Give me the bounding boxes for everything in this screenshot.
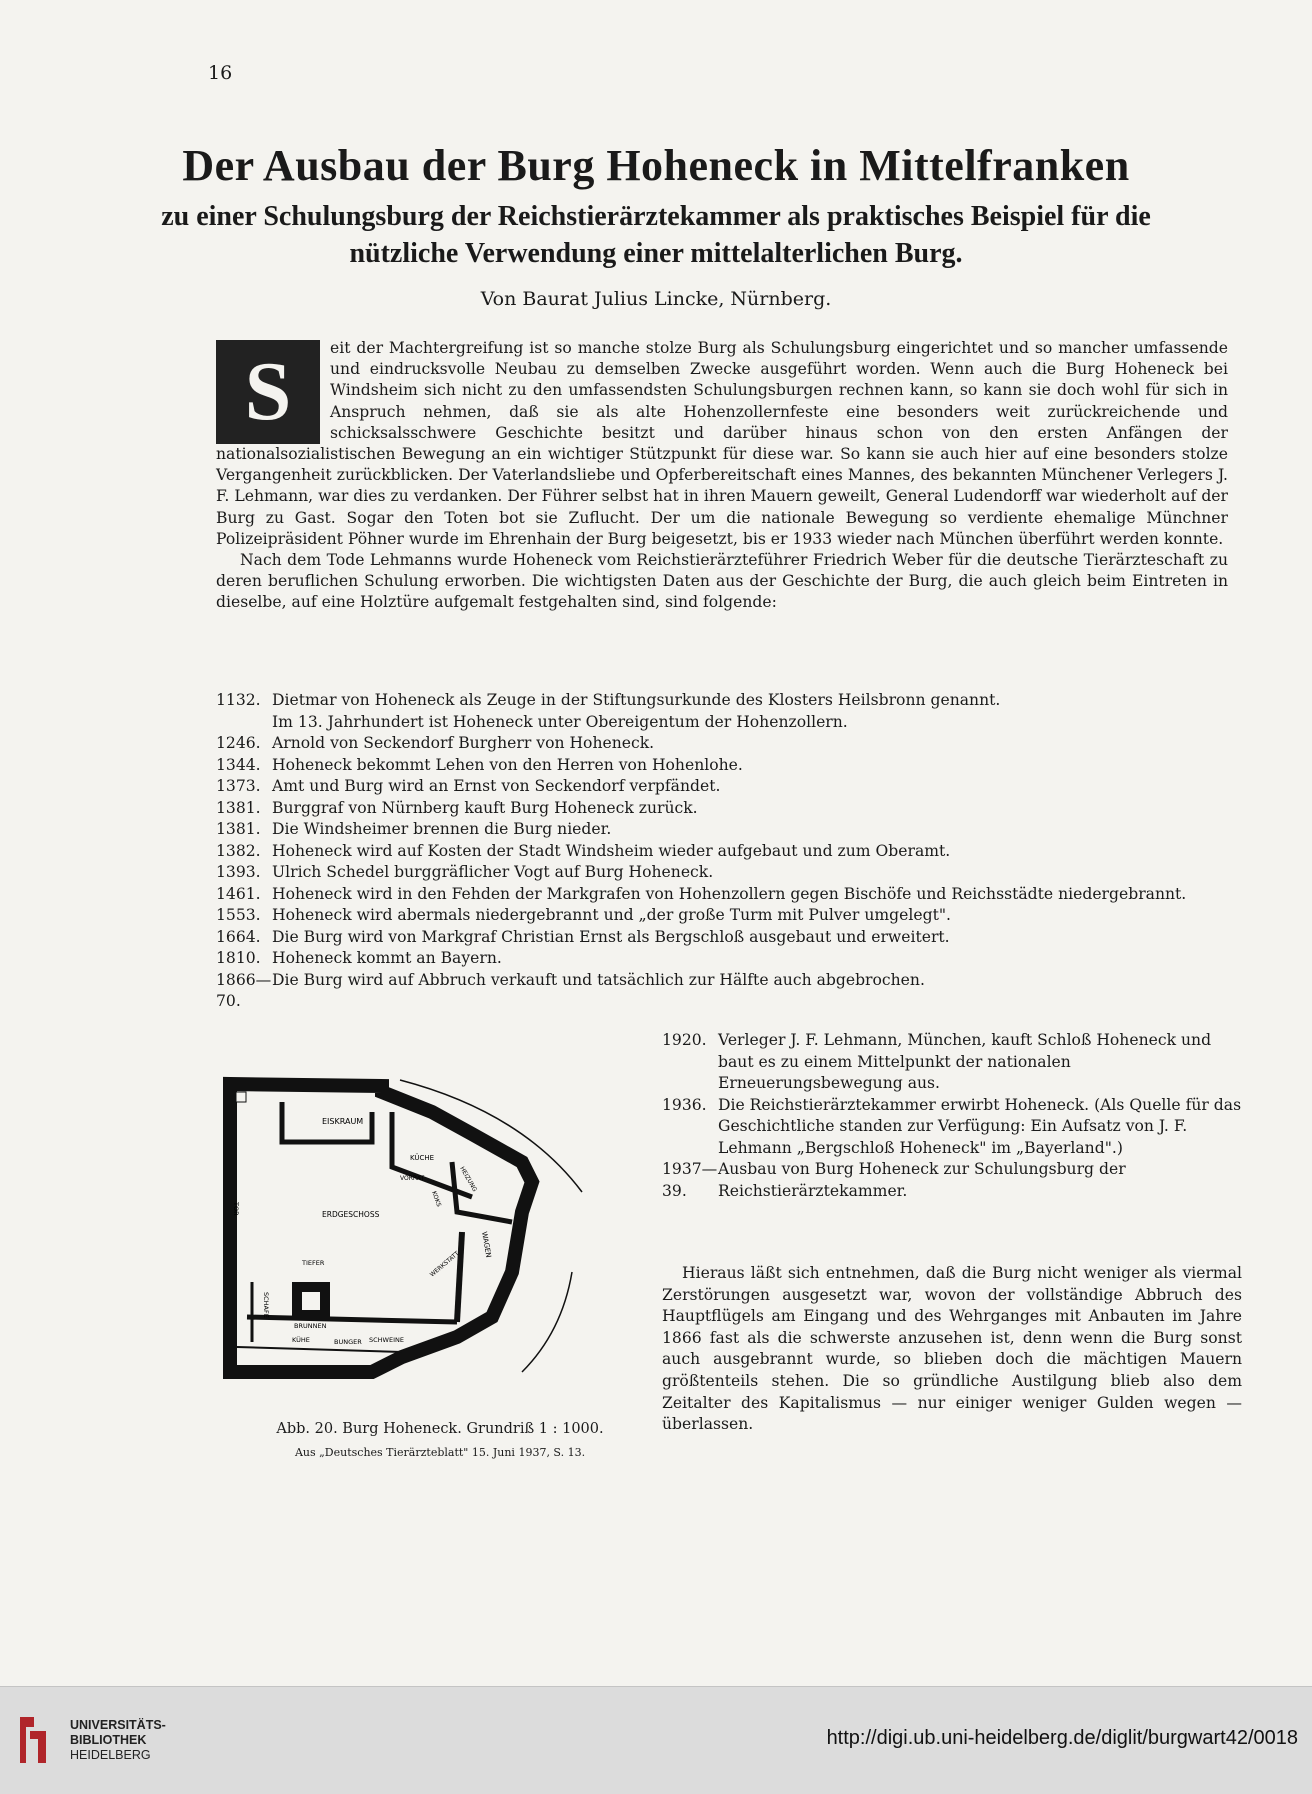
room-label-bunger: BUNGER — [334, 1338, 362, 1346]
floor-plan-figure — [222, 1072, 642, 1402]
chronology-year: 1381. — [216, 798, 261, 817]
chronology-entry — [216, 798, 1226, 820]
chronology-text: Dietmar von Hoheneck als Zeuge in der Stiftungsurkunde des Klosters Heilsbronn genannt. — [272, 691, 1001, 709]
chronology-entry — [216, 884, 1226, 906]
chronology-entry — [216, 776, 1226, 798]
chronology-year — [216, 712, 272, 734]
chronology-year: 1381. — [216, 820, 261, 838]
room-label-heizung: HEIZUNG — [458, 1165, 479, 1194]
room-label-schweine: SCHWEINE — [369, 1336, 404, 1344]
room-label-brunnen: BRUNNEN — [294, 1322, 327, 1330]
chronology-entry — [662, 1095, 1242, 1160]
chronology-year: 1393. — [216, 863, 261, 881]
chronology-year: 1373. — [216, 777, 261, 795]
room-label-kueche: KÜCHE — [410, 1154, 435, 1162]
room-label-schafe: SCHAFE — [262, 1292, 270, 1318]
intro-paragraph-2: Nach dem Tode Lehmanns wurde Hoheneck vom Reichstierärzteführer Friedrich Weber für die deutsche Tierärzteschaft zu deren beruflichen Schulung erworben. Die wichtigsten Daten aus der Geschichte der Burg, die auch gleich beim Eintreten in dieselbe, auf eine Holztüre aufgemalt festgehalten sind, sind folgende: — [216, 551, 1228, 612]
chronology-year: 1344. — [216, 755, 261, 774]
chronology-year: 1382. — [216, 841, 261, 860]
chronology-text: Hoheneck kommt an Bayern. — [272, 949, 502, 967]
chronology-entry — [216, 948, 1226, 970]
chronology-entry — [216, 733, 1226, 755]
chronology-text: Hoheneck wird abermals niedergebrannt und „der große Turm mit Pulver umgelegt". — [272, 906, 951, 924]
chronology-entry — [216, 862, 1226, 884]
chronology-year: 1246. — [216, 734, 261, 752]
chronology-year: 1810. — [216, 949, 261, 967]
chronology-year: 1664. — [216, 927, 261, 946]
chronology-list — [216, 690, 1226, 1013]
article-title: Der Ausbau der Burg Hoheneck in Mittelfranken — [182, 141, 1130, 190]
floor-plan-drawing — [222, 1072, 642, 1402]
document-url[interactable]: http://digi.ub.uni-heidelberg.de/diglit/burgwart42/0018 — [826, 1727, 1298, 1749]
chronology-list-continued — [662, 1030, 1242, 1202]
room-label-tor: TOR — [232, 1202, 240, 1216]
chronology-year: 1936. — [662, 1095, 707, 1114]
room-label-erdgeschoss: ERDGESCHOSS — [322, 1210, 380, 1219]
chronology-entry — [216, 819, 1226, 841]
chronology-text: Ulrich Schedel burggräflicher Vogt auf Burg Hoheneck. — [272, 863, 714, 881]
chronology-entry — [662, 1159, 1242, 1202]
chronology-year: 1132. — [216, 691, 261, 709]
chronology-entry — [216, 755, 1226, 777]
intro-paragraph-1: eit der Machtergreifung ist so manche stolze Burg als Schulungsburg eingerichtet und so mancher umfassende und eindrucksvolle Neubau zu demselben Zwecke ausgeführt worden. Wenn auch die Burg Hoheneck bei Windsheim sich nicht zu den umfassendsten Schulungsburgen rechnen kann, so kann sie doch wohl für sich in Anspruch nehmen, daß sie als alte Hohenzollernfeste eine besonders weit zurückreichende und schicksalsschwere Geschichte besitzt und darüber hinaus schon von den ersten Anfängen der nationalsozialistischen Bewegung an ein wichtiger Stützpunkt für diese war. So kann sie auch hier auf eine besonders stolze Vergangenheit zurückblicken. Der Vaterlandsliebe und Opferbereitschaft eines Mannes, des bekannten Münchener Verlegers J. F. Lehmann, war dies zu verdanken. Der Führer selbst hat in ihren Mauern geweilt, General Ludendorff war wiederholt auf der Burg zu Gast. Sogar den Toten bot sie Zuflucht. Der um die nationale Bewegung so verdiente ehemalige Münchner Polizeipräsident Pöhner wurde im Ehrenhain der Burg beigesetzt, bis er 1933 wieder nach München überführt werden konnte. — [216, 339, 1228, 548]
room-label-wagen: WAGEN — [480, 1230, 493, 1259]
intro-text — [216, 338, 1228, 614]
page-number: 16 — [208, 62, 233, 84]
chronology-entry — [216, 712, 1226, 734]
library-logo-icon — [16, 1713, 50, 1767]
library-name-line-1: UNIVERSITÄTS- — [70, 1718, 166, 1732]
chronology-text: Arnold von Seckendorf Burgherr von Hoheneck. — [272, 734, 655, 752]
chronology-text: Die Reichstierärztekammer erwirbt Hoheneck. (Als Quelle für das Geschichtliche standen zur Verfügung: Ein Aufsatz von J. F. Lehmann „Bergschloß Hoheneck" im „Bayerland".) — [718, 1095, 1242, 1157]
chronology-entry — [216, 841, 1226, 863]
room-label-vorrat: VORRAT — [400, 1175, 425, 1182]
chronology-text: Amt und Burg wird an Ernst von Seckendorf verpfändet. — [272, 777, 721, 795]
chronology-text: Die Burg wird auf Abbruch verkauft und tatsächlich zur Hälfte auch abgebrochen. — [272, 970, 925, 989]
chronology-entry — [216, 905, 1226, 927]
library-footer — [0, 1686, 1312, 1794]
chronology-entry — [216, 690, 1226, 712]
room-label-werkstatt: WERKSTATT — [428, 1250, 461, 1279]
drop-cap: S — [216, 340, 320, 444]
library-name — [70, 1718, 166, 1763]
chronology-year: 1461. — [216, 884, 261, 903]
room-label-eiskraum: EISKRAUM — [322, 1117, 364, 1126]
article-subtitle: zu einer Schulungsburg der Reichstierärztekammer als praktisches Beispiel für die nützliche Verwendung einer mittelalterlichen Burg. — [161, 201, 1151, 269]
library-name-line-2: BIBLIOTHEK — [70, 1733, 147, 1747]
chronology-text: Hoheneck wird auf Kosten der Stadt Windsheim wieder aufgebaut und zum Oberamt. — [272, 841, 951, 860]
chronology-entry — [216, 970, 1226, 1013]
chronology-year: 1553. — [216, 906, 261, 924]
room-label-kuehe: KÜHE — [292, 1336, 310, 1344]
chronology-text: Burggraf von Nürnberg kauft Burg Hoheneck zurück. — [272, 798, 698, 817]
chronology-text: Verleger J. F. Lehmann, München, kauft Schloß Hoheneck und baut es zu einem Mittelpunkt der nationalen Erneuerungsbewegung aus. — [718, 1031, 1212, 1092]
room-label-koks: KOKS — [430, 1190, 443, 1208]
chronology-year: 1937—39. — [662, 1160, 718, 1200]
chronology-text: Hoheneck wird in den Fehden der Markgrafen von Hohenzollern gegen Bischöfe und Reichsstädte niedergebrannt. — [272, 884, 1187, 903]
chronology-year: 1866—70. — [216, 970, 272, 1010]
chronology-text: Ausbau von Burg Hoheneck zur Schulungsburg der Reichstierärztekammer. — [718, 1160, 1126, 1200]
byline: Von Baurat Julius Lincke, Nürnberg. — [480, 288, 832, 310]
figure-caption: Abb. 20. Burg Hoheneck. Grundriß 1 : 1000. — [276, 1421, 604, 1437]
chronology-text: Im 13. Jahrhundert ist Hoheneck unter Obereigentum der Hohenzollern. — [272, 712, 848, 731]
chronology-entry — [662, 1030, 1242, 1095]
library-name-line-3: HEIDELBERG — [70, 1748, 151, 1762]
closing-paragraph: Hieraus läßt sich entnehmen, daß die Burg nicht weniger als viermal Zerstörungen ausgesetzt war, wovon der vollständige Abbruch des Hauptflügels am Eingang und des Wehrganges mit Anbauten im Jahre 1866 fast als die schwerste anzusehen ist, denn wenn die Burg sonst auch ausgebrannt wurde, so blieben doch die mächtigen Mauern größtenteils stehen. Die so gründliche Austilgung blieb also dem Zeitalter des Kapitalismus — nur einiger weniger Gulden wegen — überlassen. — [662, 1264, 1242, 1434]
chronology-entry — [216, 927, 1226, 949]
room-label-tiefer: TIEFER — [302, 1259, 325, 1267]
chronology-text: Die Burg wird von Markgraf Christian Ernst als Bergschloß ausgebaut und erweitert. — [272, 927, 950, 946]
chronology-text: Hoheneck bekommt Lehen von den Herren von Hohenlohe. — [272, 755, 743, 774]
chronology-year: 1920. — [662, 1031, 707, 1049]
chronology-text: Die Windsheimer brennen die Burg nieder. — [272, 820, 612, 838]
figure-source: Aus „Deutsches Tierärzteblatt" 15. Juni 1937, S. 13. — [294, 1446, 586, 1459]
